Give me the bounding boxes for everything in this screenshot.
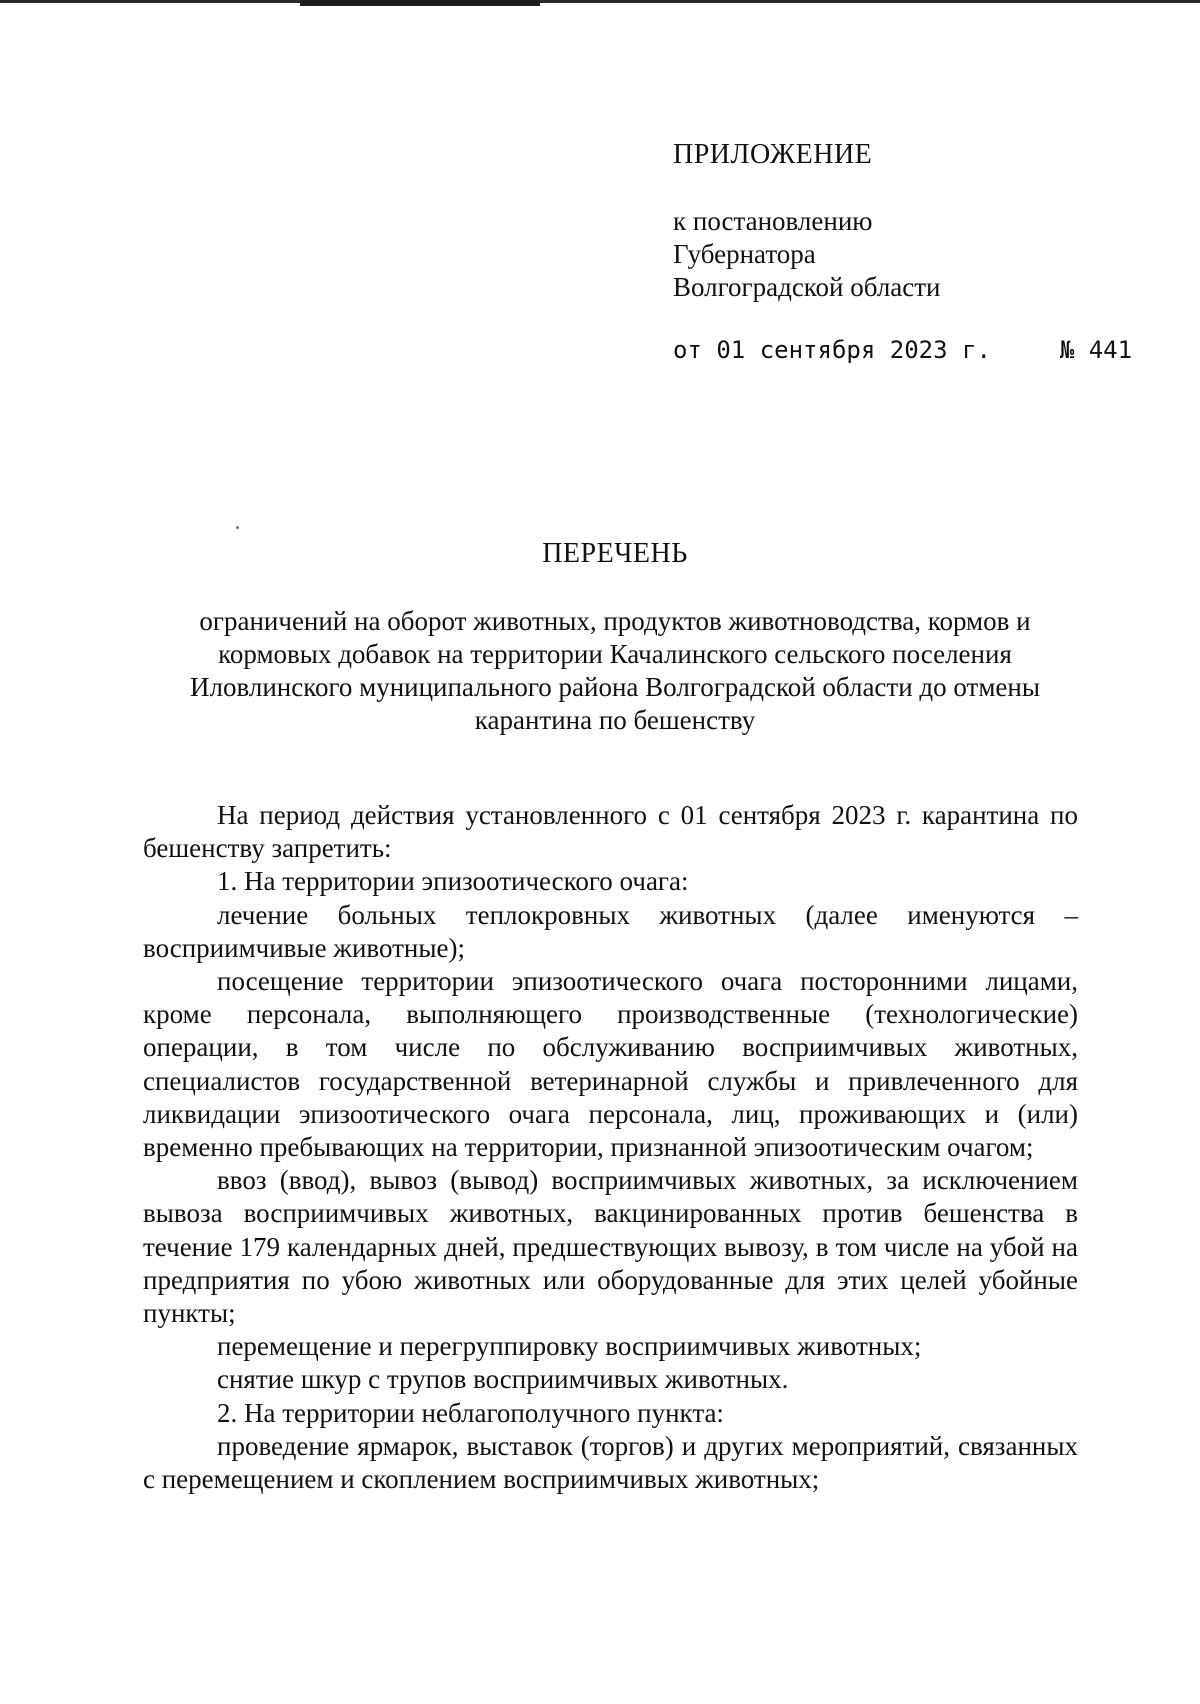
- restriction-moving: перемещение и перегруппировку восприимчивых животных;: [217, 1331, 922, 1362]
- document-title: ПЕРЕЧЕНЬ: [542, 538, 688, 569]
- appendix-title: ПРИЛОЖЕНИЕ: [673, 139, 873, 170]
- document-body: [143, 799, 1078, 1496]
- section-2-heading: 2. На территории неблагополучного пункта:: [217, 1397, 724, 1428]
- decree-date-line: [673, 334, 1133, 367]
- scan-speck: [236, 526, 239, 529]
- decree-number: 441: [1088, 336, 1133, 364]
- scan-top-edge-mark: [300, 0, 540, 6]
- restriction-fairs: проведение ярмарок, выставок (торгов) и других мероприятий, связанных с перемещением и скоплением восприимчивых животных;: [143, 1430, 1078, 1495]
- date-prefix: от: [673, 336, 702, 364]
- number-label: №: [1059, 336, 1075, 364]
- section-1-heading: 1. На территории эпизоотического очага:: [217, 866, 689, 897]
- restriction-skinning: снятие шкур с трупов восприимчивых животных.: [217, 1364, 789, 1395]
- restriction-import-export: ввоз (ввод), вывоз (вывод) восприимчивых животных, за исключением вывоза восприимчивых животных, вакцинированных против бешенства в течение 179 календарных дней, предшествующих вывозу, в том числе на убой на предприятия по убою животных или оборудованные для этих целей убойные пункты;: [143, 1165, 1078, 1329]
- appendix-line-2: Губернатора: [673, 239, 816, 269]
- decree-date: 01 сентября 2023 г.: [716, 336, 991, 364]
- restriction-treatment: лечение больных теплокровных животных (далее именуются – восприимчивые животные);: [143, 899, 1078, 963]
- scan-top-edge: [0, 0, 1200, 3]
- appendix-line-3: Волгоградской области: [673, 272, 941, 302]
- appendix-block: [673, 138, 1133, 367]
- intro-paragraph: На период действия установленного с 01 сентября 2023 г. карантина по бешенству запретить:: [143, 800, 1078, 864]
- restriction-visiting: посещение территории эпизоотического очага посторонними лицами, кроме персонала, выполняющего производственные (технологические) операции, в том числе по обслуживанию восприимчивых животных, специалистов государственной ветеринарной службы и привлеченного для ликвидации эпизоотического очага персонала, лиц, проживающих и (или) временно пребывающих на территории, признанной эпизоотическим очагом;: [143, 966, 1078, 1163]
- document-subtitle: ограничений на оборот животных, продуктов животноводства, кормов и кормовых добавок на территории Качалинского сельского поселения Иловлинского муниципального района Волгоградской области до отмены карантина по бешенству: [189, 606, 1041, 735]
- appendix-line-1: к постановлению: [673, 206, 873, 236]
